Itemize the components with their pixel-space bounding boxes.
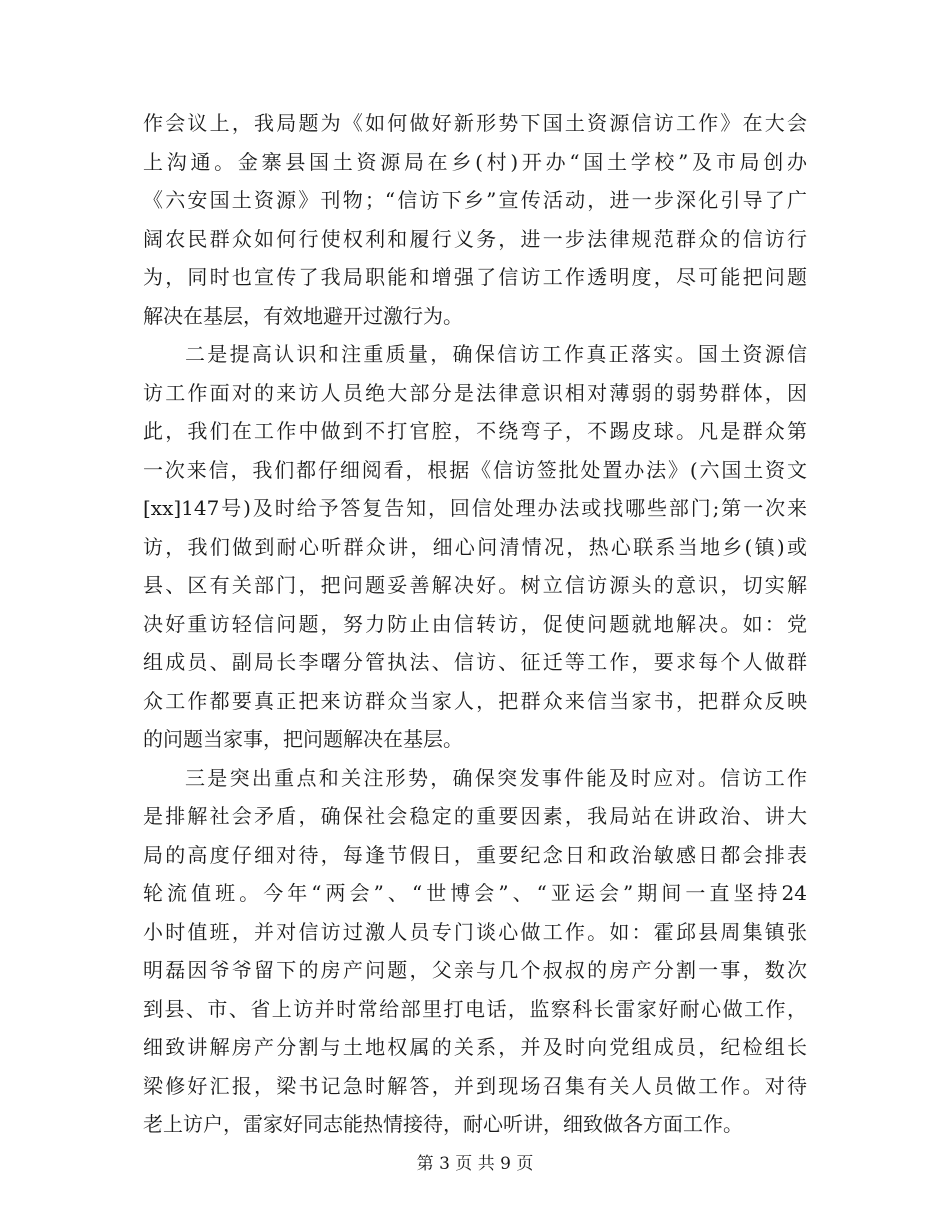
page-number-footer: 第 3 页 共 9 页 [416,1154,534,1174]
text-line: 老上访户，雷家好同志能热情接待，耐心听讲，细致做各方面工作。 [143,1112,743,1136]
text-line: 决好重访轻信问题，努力防止由信转访，促使问题就地解决。如：党 [143,611,807,636]
text-line: 县、区有关部门，把问题妥善解决好。树立信访源头的意识，切实解 [143,573,807,597]
text-line: 上沟通。金寨县国土资源局在乡(村)开办“国土学校”及市局创办 [143,149,807,174]
text-line: 小时值班，并对信访过激人员专门谈心做工作。如：霍邱县周集镇张 [143,919,807,944]
text-line: 细致讲解房产分割与土地权属的关系，并及时向党组成员，纪检组长 [143,1035,807,1059]
text-line: 解决在基层，有效地避开过激行为。 [143,303,463,328]
text-line: [xx]147号)及时给予答复告知，回信处理办法或找哪些部门;第一次来 [143,496,807,520]
document-body [143,104,807,1144]
text-line: 作会议上，我局题为《如何做好新形势下国土资源信访工作》在大会 [143,111,807,135]
text-line: 明磊因爷爷留下的房产问题，父亲与几个叔叔的房产分割一事，数次 [143,958,807,982]
text-line: 阔农民群众如何行使权利和履行义务，进一步法律规范群众的信访行 [143,226,807,251]
text-line: 到县、市、省上访并时常给部里打电话，监察科长雷家好耐心做工作， [143,996,807,1021]
text-line: 为，同时也宣传了我局职能和增强了信访工作透明度，尽可能把问题 [143,265,807,289]
text-line: 访，我们做到耐心听群众讲，细心问清情况，热心联系当地乡(镇)或 [143,534,807,559]
text-line: 组成员、副局长李曙分管执法、信访、征迁等工作，要求每个人做群 [143,650,807,674]
text-line: 是排解社会矛盾，确保社会稳定的重要因素，我局站在讲政治、讲大 [143,804,807,828]
text-line: 梁修好汇报，梁书记急时解答，并到现场召集有关人员做工作。对待 [143,1073,807,1098]
paragraph-start-line: 二是提高认识和注重质量，确保信访工作真正落实。国土资源信 [185,342,807,366]
text-line: 一次来信，我们都仔细阅看，根据《信访签批处置办法》(六国土资文 [143,457,807,482]
text-line: 众工作都要真正把来访群众当家人，把群众来信当家书，把群众反映 [143,688,807,713]
paragraph-start-line: 三是突出重点和关注形势，确保突发事件能及时应对。信访工作 [185,765,807,790]
text-line: 访工作面对的来访人员绝大部分是法律意识相对薄弱的弱势群体，因 [143,380,807,405]
text-line: 局的高度仔细对待，每逢节假日，重要纪念日和政治敏感日都会排表 [143,842,807,867]
text-line: 此，我们在工作中做到不打官腔，不绕弯子，不踢皮球。凡是群众第 [143,419,807,443]
text-line: 《六安国土资源》刊物；“信访下乡”宣传活动，进一步深化引导了广 [143,188,807,212]
text-line: 轮流值班。今年“两会”、“世博会”、“亚运会”期间一直坚持24 [143,881,807,905]
text-line: 的问题当家事，把问题解决在基层。 [143,727,463,751]
